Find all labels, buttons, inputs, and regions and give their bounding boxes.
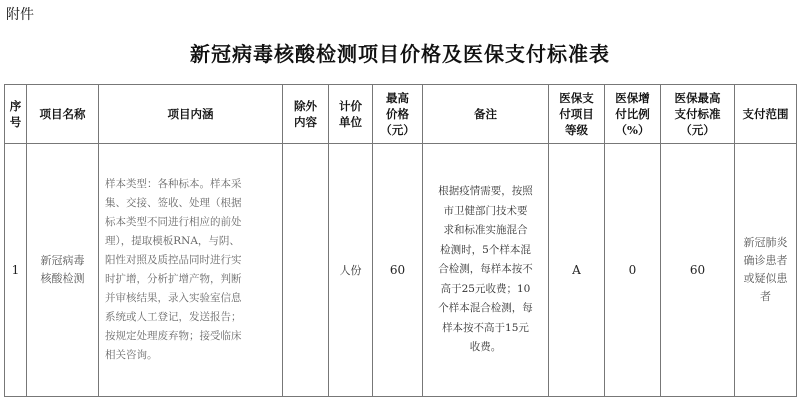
table-header-row bbox=[5, 85, 797, 144]
header-max-price bbox=[373, 85, 423, 144]
text-line: 并审核结果，录入实验室信息 bbox=[105, 292, 242, 304]
text-line: 或疑似患 bbox=[743, 272, 788, 285]
text-line: 个样本混合检测，每 bbox=[438, 302, 533, 315]
text-line: 按规定处理废弃物；接受临床 bbox=[105, 330, 242, 342]
text-line: 内容 bbox=[294, 115, 317, 129]
header-scope bbox=[735, 85, 797, 144]
text-line: 序 bbox=[9, 99, 22, 113]
text-line: （元） bbox=[680, 123, 715, 137]
text-line: 支付范围 bbox=[742, 107, 789, 121]
text-line: 付比例 bbox=[615, 107, 650, 121]
cell-content bbox=[99, 144, 283, 397]
text-line: 标本类型不同进行相应的前处 bbox=[105, 216, 242, 228]
cell-payment-ratio: 0 bbox=[605, 144, 661, 397]
text-line: 收费。 bbox=[469, 341, 502, 354]
text-line: 付项目 bbox=[559, 107, 594, 121]
text-line: 新冠肺炎 bbox=[743, 236, 788, 249]
table-row bbox=[5, 144, 797, 397]
text-line: 确诊患者 bbox=[743, 254, 788, 267]
header-name bbox=[27, 85, 99, 144]
text-line: 计价 bbox=[339, 99, 362, 113]
text-line: 检测时，5个样本混 bbox=[440, 243, 531, 256]
text-line: 号 bbox=[9, 115, 22, 129]
text-line: 样本类型：各种标本。样本采 bbox=[105, 178, 242, 190]
cell-name bbox=[27, 144, 99, 397]
header-seq bbox=[5, 85, 27, 144]
text-line: 支付标准 bbox=[674, 107, 721, 121]
price-table bbox=[4, 84, 797, 397]
text-line: 根据疫情需要，按照 bbox=[438, 185, 533, 198]
text-line: 项目内涵 bbox=[167, 107, 214, 121]
cell-scope bbox=[735, 144, 797, 397]
text-line: 新冠病毒 bbox=[40, 254, 85, 267]
text-line: 医保支 bbox=[559, 91, 594, 105]
header-note bbox=[423, 85, 549, 144]
header-exclusion bbox=[283, 85, 329, 144]
text-line: 价格 bbox=[386, 107, 409, 121]
text-line: 高于25元收费；10 bbox=[440, 282, 531, 295]
text-line: 最高 bbox=[386, 91, 409, 105]
cell-note bbox=[423, 144, 549, 397]
text-line: 集、交接、签收、处理（根据 bbox=[105, 197, 242, 209]
text-line: 除外 bbox=[294, 99, 317, 113]
text-line: （元） bbox=[380, 123, 415, 137]
text-line: 求和标准实施混合 bbox=[443, 224, 528, 237]
header-content bbox=[99, 85, 283, 144]
header-payment-ratio bbox=[605, 85, 661, 144]
attachment-label: 附件 bbox=[6, 7, 34, 23]
text-line: 样本按不高于15元 bbox=[442, 321, 529, 334]
text-line: 医保最高 bbox=[674, 91, 721, 105]
text-line: 备注 bbox=[474, 107, 497, 121]
page-title: 新冠病毒核酸检测项目价格及医保支付标准表 bbox=[190, 42, 610, 66]
cell-max-standard: 60 bbox=[661, 144, 735, 397]
text-line: 医保增 bbox=[615, 91, 650, 105]
header-insurance-level bbox=[549, 85, 605, 144]
cell-insurance-level: A bbox=[549, 144, 605, 397]
text-line: 等级 bbox=[565, 123, 588, 137]
text-line: 理），提取模板RNA，与阴、 bbox=[105, 235, 240, 247]
text-line: 阳性对照及质控品同时进行实 bbox=[105, 254, 242, 266]
text-line: 核酸检测 bbox=[40, 272, 85, 285]
text-line: 相关咨询。 bbox=[105, 349, 158, 361]
text-line: 时扩增，分析扩增产物，判断 bbox=[105, 273, 242, 285]
text-line: 市卫健部门技术要 bbox=[443, 204, 528, 217]
text-line: （%） bbox=[615, 123, 650, 137]
text-line: 者 bbox=[760, 290, 771, 303]
text-line: 单位 bbox=[339, 115, 362, 129]
header-max-standard bbox=[661, 85, 735, 144]
header-unit bbox=[329, 85, 373, 144]
text-line: 合检测，每样本按不 bbox=[438, 263, 533, 276]
text-line: 项目名称 bbox=[39, 107, 86, 121]
cell-seq: 1 bbox=[5, 144, 27, 397]
text-line: 系统或人工登记，发送报告； bbox=[105, 311, 242, 323]
cell-exclusion bbox=[283, 144, 329, 397]
cell-unit: 人份 bbox=[329, 144, 373, 397]
cell-max-price: 60 bbox=[373, 144, 423, 397]
